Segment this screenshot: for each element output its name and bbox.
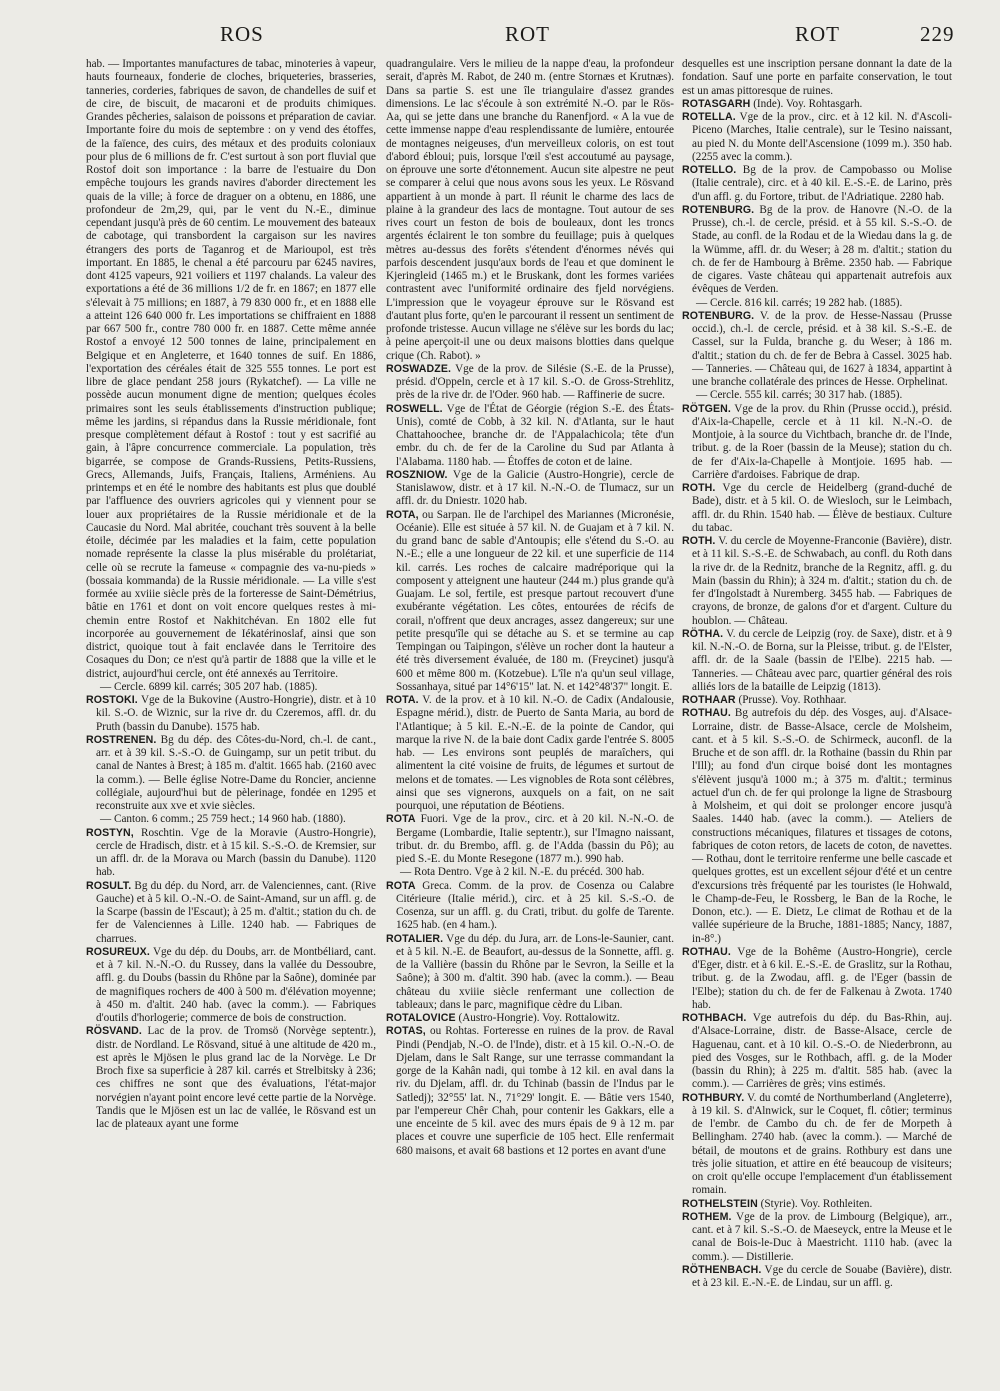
entry-text: Vge du cercle de Heidelberg (grand-duché de Bade), distr. et à 5 kil. O. de Wiesloch, sur le Leimbach, affl. dr. du Rhin. 1540 hab. — Élève de bestiaux. Culture du tabac.	[692, 482, 952, 534]
column-3	[682, 58, 952, 1383]
entry-text: ou Rohtas. Forteresse en ruines de la prov. de Raval Pindi (Pendjab, N.-O. de l'Inde), distr. et à 15 kil. O.-N.-O. de Djelam, dans le Salt Range, sur une terrasse commandant la gorge de la Kahân nadi, qui tombe à 12 kil. en aval dans la riv. du Djelam, affl. dr. du Tchinab (bassin de l'Indus par le Satledj); 32°55' lat. N., 71°29' longit. E. — Bâtie vers 1540, par l'empereur Chêr Chah, pour contenir les Gakkars, elle a une enceinte de 5 kil. avec des murs épais de 9 à 12 m. par places et couvre une superficie de 105 hect. Elle renfermait 680 maisons, et avait 68 bastions et 12 portes en avant d'une	[396, 1025, 674, 1157]
headword: ROTA	[386, 813, 416, 826]
entry-rotello	[682, 164, 952, 204]
headword: ROSULT.	[86, 879, 132, 892]
headword: ROTHBACH.	[682, 1012, 747, 1024]
headword: ROTASGARH	[682, 97, 751, 110]
entry-text: Greca. Comm. de la prov. de Cosenza ou Calabre Citérieure (Italie mérid.), circ. et à 25 kil. S.-S.-O. de Cosenza, sur un affl. g. du Crati, tribut. du golfe de Tarente. 1625 hab. (en 4 ham.).	[396, 879, 674, 932]
entry-text: (Inde). Voy. Rohtasgarh.	[750, 97, 863, 110]
headword: ROSTYN,	[86, 826, 134, 839]
entry-roswadze	[386, 363, 674, 403]
entry-text: Vge de la Bohême (Austro-Hongrie), cercle d'Eger, distr. et à 6 kil. E.-S.-E. de Graslitz, sur la Rothau, tribut. g. de la Zwodau, affl. g. de l'Eger (bassin de l'Elbe); station du ch. de fer de Falkenau à Zwota. 1740 hab.	[692, 945, 952, 1011]
entry-text: Vge de la prov. de Silésie (S.-E. de la Prusse), présid. d'Oppeln, cercle et à 17 kil. S.-O. de Gross-Strehlitz, près de la rive dr. de l'Oder. 960 hab. — Raffinerie de sucre.	[396, 362, 674, 402]
entry-rothbury	[682, 1092, 952, 1198]
headword: ROTHBURY.	[682, 1091, 745, 1104]
entry-rotenburg-hanovre	[682, 204, 952, 297]
column-2	[386, 58, 674, 1383]
rota-dentro: — Rota Dentro. Vge à 2 kil. N.-E. du précéd. 300 hab.	[400, 866, 645, 879]
entry-rota-cadix	[386, 694, 674, 813]
entry-text: Vge de la Bukovine (Austro-Hongrie), distr. et à 10 kil. S.-O. de Wiznic, sur la rive dr. du Czeremos, affl. dr. du Pruth (bassin du Danube). 1575 hab.	[96, 694, 376, 733]
headword: ROTA	[386, 879, 416, 892]
headword: ROTALOVICE	[386, 1012, 456, 1024]
entry-rotasgarh	[682, 98, 952, 111]
entry-text: Vge du dép. du Doubs, arr. de Montbéliard, cant. et à 7 kil. N.-N.-O. du Russey, dans la vallée du Dessoubre, affl. g. du Doubs (bassin du Rhône par la Saône), dominée par de magnifiques rochers de 400 à 500 m. d'élévation moyenne; à 450 m. d'altit. 240 hab. (avec la comm.). — Fabriques d'outils d'horlogerie; commerce de bois de construction.	[96, 945, 376, 1024]
entry-rothau-alsace	[682, 707, 952, 946]
entry-rota-mariannes	[386, 509, 674, 695]
rotenburg-hanovre-cercle: — Cercle. 816 kil. carrés; 19 282 hab. (1885).	[696, 296, 903, 309]
entry-text: V. du comté de Northumberland (Angleterre), à 19 kil. S. d'Alnwick, sur le Coquet, fl. côtier; terminus de l'embr. de Cambo du ch. de fer de Morpeth à Bellingham. 2740 hab. (avec la comm.). — Marché de bétail, de moutons et de grains. Rothbury est dans une très jolie situation, et attire en été beaucoup de visiteurs; on croit qu'elle occupe l'emplacement d'un établissement romain.	[692, 1091, 952, 1197]
entry-rothelstein	[682, 1198, 952, 1211]
headword: ROSTRENEN.	[86, 733, 157, 746]
entry-rotalier	[386, 933, 674, 1013]
entry-roth-baviere	[682, 535, 952, 628]
entry-text: Vge de la prov. de Limbourg (Belgique), arr., cant. et à 7 kil. S.-S.-O. de Maeseyck, entre la Meuse et le canal de Bois-le-Duc à Maestricht. 1110 hab. (avec la comm.). — Distillerie.	[692, 1210, 952, 1263]
rostof-continuation: hab. — Importantes manufactures de tabac, minoteries à vapeur, hauts fourneaux, fonderie de cloches, briqueteries, brasseries, tanneries, corderies, fabriques de savon, de chandelles de suif et de cire, de biscuit, de macaroni et de produits chimiques. Grandes pêcheries, salaison de poissons et préparation de caviar. Importante foire du mois de septembre : on y vend des étoffes, de la faïence, des cuirs, des métaux et des produits coloniaux pour plus de 6 millions de fr. C'est surtout à son port fluvial que Rostof doit son importance : la barre de l'estuaire du Don empêche toujours les grands navires d'aborder directement les quais de la ville; à force de draguer on a obtenu, en 1886, une profondeur de 2m,29, qui, par le vent du N.-E., diminue cependant jusqu'à près de 60 centim. Le mouvement des bateaux de cabotage, qui transbordent la cargaison sur les navires étrangers des ports de Taganrog et de Marioupol, est très important. En 1885, le chenal a été parcouru par 6245 navires, dont 4125 vapeurs, 921 voiliers et 1197 chalands. La valeur des exportations a été de 36 millions 1/2 de fr. en 1867; en 1877 elle s'élevait à 75 millions; en 1887, à 79 830 000 fr., et en 1888 elle a atteint 126 640 000 fr. Les importations se chiffraient en 1888 par 667 500 fr., contre 780 000 fr. en 1887. Cette même année Rostof a envoyé 12 500 tonnes de laine, principalement en Belgique et en Angleterre, et 1640 tonnes de suif. En 1886, l'exportation des céréales était de 325 555 tonnes. Le port est libre de glace pendant 258 jours (Rykatchef). — La ville ne possède aucun monument digne de mention; quelques écoles primaires sont les seuls établissements d'instruction publique; même les jardins, si répandus dans la Russie méridionale, font presque complètement défaut à Rostof : tout y est sacrifié au gain, à l'âpre concurrence commerciale. La population, très bigarrée, se compose de Grands-Russiens, Petits-Russiens, Grecs, Allemands, Juifs, Français, Italiens, Arméniens. Au printemps et en été le nombre des habitants est plus que doublé par l'affluence des ouvriers agricoles qui y viennent pour se louer aux propriétaires de la Russie méridionale et de la Caucasie du Nord. Mal abritée, couchant très souvent à la belle étoile, décimée par les maladies et la faim, cette population nomade représente la classe la plus misérable du prolétariat, celle où se recrute la fameuse « compagnie des va-nu-pieds » (bossaia kommanda) de la Russie méridionale. — La ville s'est formée au xviiie siècle près de la forteresse de Saint-Démétrius, bâtie en 1761 et dont on voit encore quelques restes à mi-chemin entre Rostof et Nakhitchévan. En 1802 elle fut incorporée au gouvernement de Iékatérinoslaf, ainsi que son district, quoique tout à fait enclavée dans le Territoire des Cosaques du Don; ce n'est qu'à partir de 1888 que la ville et le district, aujourd'hui cercle, ont été annexés au Territoire.	[86, 58, 376, 680]
page-number: 229	[920, 22, 955, 46]
entry-text: Bg du dép. du Nord, arr. de Valenciennes, cant. (Rive Gauche) et à 5 kil. O.-N.-O. de Saint-Amand, sur un affl. g. de la Scarpe (bassin de l'Escaut); à 25 m. d'altit.; station du ch. de fer de Valenciennes à Lille. 1240 hab. — Fabriques de charrues.	[96, 879, 376, 945]
headword: ROTELLO.	[682, 164, 737, 176]
entry-rotgen	[682, 403, 952, 483]
entry-roszniow	[386, 469, 674, 509]
headword: ROTENBURG.	[682, 309, 755, 322]
entry-rosureux	[86, 946, 376, 1026]
rostof-cercle: — Cercle. 6899 kil. carrés; 305 207 hab. (1885).	[100, 680, 318, 693]
entry-rota-greca	[386, 880, 674, 933]
entry-text: V. du cercle de Moyenne-Franconie (Bavière), distr. et à 11 kil. S.-S.-E. de Schwabach, au confl. du Roth dans la rive dr. de la Rednitz, branche de la Regnitz, affl. g. du Main (bassin du Rhin); à 324 m. d'altit.; station du ch. de fer d'Ingolstadt à Nuremberg. 3455 hab. — Fabriques de crayons, de bronze, de galons d'or et d'argent. Culture du houblon. — Château.	[692, 535, 952, 627]
headword: ROTH.	[682, 535, 716, 547]
headword: ROTELLA.	[682, 111, 736, 123]
headword: ROTENBURG.	[682, 203, 755, 216]
column-1	[86, 58, 376, 1383]
entry-rotella	[682, 111, 952, 164]
entry-rosvand	[86, 1025, 376, 1131]
entry-rosult	[86, 880, 376, 946]
headword: ROTA.	[386, 694, 419, 706]
entry-rota-fuori	[386, 813, 674, 866]
entry-text: (Styrie). Voy. Rothleiten.	[757, 1197, 873, 1210]
entry-text: Bg de la prov. de Hanovre (N.-O. de la Prusse), ch.-l. de cercle, présid. et à 55 kil. S.-S.-O. de Stade, au confl. de la Rodau et de la Wiedau dans la g. de la Wümme, affl. dr. du Weser; à 28 m. d'altit.; station du ch. de fer de Hambourg à Brême. 2350 hab. — Fabrique de cigares. Vaste château qui appartenait autrefois aux évêques de Verden.	[692, 203, 952, 296]
entry-text: V. de la prov. de Hesse-Nassau (Prusse occid.), ch.-l. de cercle, présid. et à 38 kil. S.-S.-E. de Cassel, sur la Fulda, branche g. du Weser; à 186 m. d'altit.; station du ch. de fer de Bebra à Cassel. 3025 hab. — Tanneries. — Château qui, de 1627 à 1834, appartint à une branche collatérale des princes de Hesse. Orphelinat.	[692, 309, 952, 388]
entry-text: V. de la prov. et à 10 kil. N.-O. de Cadix (Andalousie, Espagne mérid.), distr. de Puerto de Santa Maria, au bord de l'Atlantique; à 5 kil. E.-N.-E. de la pointe de Candor, qui marque la rive N. de la baie dont Cadix garde l'entrée S. 8005 hab. — Les environs sont peuplés de maraîchers, qui alimentent la cité voisine de fruits, de légumes et surtout de melons et de tomates. — Les vignobles de Rota sont célèbres, ainsi que ses vignerons, auxquels on a fait, on ne sait pourquoi, une réputation de Béotiens.	[396, 694, 674, 812]
headword: ROTAS,	[386, 1025, 426, 1038]
header-left: ROS	[220, 22, 264, 46]
running-header	[0, 22, 1000, 54]
entry-text: Vge du dép. du Jura, arr. de Lons-le-Saunier, cant. et à 5 kil. N.-E. de Beaufort, au-dessus de la Sonnette, affl. g. de la Vallière (bassin du Rhône par le Sevron, la Seille et la Saône); à 300 m. d'altit. 390 hab. (avec la comm.). — Beau château du xviiie siècle renfermant une collection de tableaux; dans le parc, magnifique cèdre du Liban.	[396, 932, 674, 1011]
entry-text: Vge de la prov. du Rhin (Prusse occid.), présid. d'Aix-la-Chapelle, cercle et à 11 kil. N.-N.-O. de Montjoie, à la source du Vichtbach, branche dr. de l'Inde, tribut. g. de la Roer (bassin de la Meuse); station du ch. de fer d'Aix-la-Chapelle à Montjoie. 1695 hab. — Carrière d'ardoises. Fabrique de drap.	[692, 402, 952, 481]
headword: ROTHAU.	[682, 945, 731, 958]
headword: RÖSVAND.	[86, 1025, 142, 1038]
headword: ROTHELSTEIN	[682, 1197, 758, 1210]
headword: ROTH.	[682, 482, 716, 494]
entry-text: (Prusse). Voy. Rothhaar.	[735, 694, 847, 706]
entry-text: Vge de la prov., circ. et à 12 kil. N. d'Ascoli-Piceno (Marches, Italie centrale), sur le Tesino naissant, au pied N. du Monte dell'Ascensione (1099 m.). 350 hab. (2255 avec la comm.).	[692, 111, 952, 163]
entry-text: Roschtin. Vge de la Moravie (Austro-Hongrie), cercle de Hradisch, distr. et à 15 kil. S.-S.-O. de Kremsier, sur un affl. dr. de la Morava ou March (bassin du Danube). 1120 hab.	[96, 826, 376, 879]
headword: ROTHEM.	[682, 1210, 732, 1223]
headword: ROTA,	[386, 508, 419, 521]
entry-text: Lac de la prov. de Tromsö (Norvège septentr.), distr. de Nordland. Le Rösvand, situé à une altitude de 420 m., est après le Mjösen le plus grand lac de la Norvège. Le Dr Broch fixe sa superficie à 287 kil. carrés et Strelbitsky à 236; ces chiffres ne sont que des évaluations, l'état-major norvégien n'ayant point encore levé cette partie de la Norvège. Tandis que le Mjösen est un lac de vallée, le Rösvand est un lac de plateaux ayant une forme	[96, 1025, 376, 1130]
headword: RÖTHENBACH.	[682, 1263, 762, 1276]
entry-text: Bg du dép. des Côtes-du-Nord, ch.-l. de cant., arr. et à 39 kil. S.-S.-O. de Guingamp, sur un petit tribut. du canal de Nantes à Brest; à 185 m. d'altit. 1665 hab. (2160 avec la comm.). — Belle église Notre-Dame du Roncier, ancienne collégiale, aujourd'hui but de pèlerinage, fondée en 1295 et reconstruite aux xve et xvie siècles.	[96, 733, 376, 812]
entry-text: Bg de la prov. de Campobasso ou Molise (Italie centrale), circ. et à 40 kil. E.-S.-E. de Larino, près d'un affl. g. du Fortore, tribut. de l'Adriatique. 2280 hab.	[692, 164, 952, 203]
header-center: ROT	[505, 22, 550, 46]
entry-rotalovice	[386, 1012, 674, 1025]
rostrenen-canton: — Canton. 6 comm.; 25 759 hect.; 14 960 hab. (1880).	[100, 813, 346, 826]
headword: RÖTGEN.	[682, 402, 731, 415]
entry-text: Bg autrefois du dép. des Vosges, auj. d'Alsace-Lorraine, distr. de Basse-Alsace, cercle de Molsheim, cant. et à 5 kil. S.-S.-O. de Schirmeck, auconfl. de la Bruche et de son affl. dr. la Rothaine (bassin du Rhin par l'Ill); au fond d'un cirque boisé dont les montagnes s'élèvent jusqu'à 1000 m.; à 375 m. d'altit.; terminus actuel d'un ch. de fer qui prolonge la ligne de Strasbourg à Molsheim, et qui doit se prolonger encore jusqu'à Saales. 1440 hab. (avec la comm.). — Ateliers de constructions mécaniques, filatures et tissages de cotons, fabriques de coton retors, de lacets de coton, de navettes. — Rothau, dont le territoire renferme une belle cascade et quelques grottes, est un excellent séjour d'été et un centre d'excursions très fréquenté par les touristes (le Hohwald, le Champ-de-Feu, le Rossberg, le Ban de la Roche, le Donon, etc.). — E. Dietz, Le climat de Rothau et de la vallée supérieure de la Bruche, 1881-1885; Nancy, 1887, in-8°.)	[692, 707, 952, 945]
entry-roswell	[386, 403, 674, 469]
entry-text: V. du cercle de Leipzig (roy. de Saxe), distr. et à 9 kil. N.-N.-O. de Borna, sur la Pleisse, tribut. g. de l'Elster, affl. dr. de la Saale (bassin de l'Elbe). 2215 hab. — Tanneries. — Château avec parc, quartier général des rois alliés lors de la bataille de Leipzig (1813).	[692, 627, 952, 693]
headword: ROSTOKI.	[86, 694, 138, 706]
entry-rostrenen	[86, 734, 376, 814]
headword: ROSZNIOW.	[386, 468, 448, 481]
rotas-continuation: desquelles est une inscription persane donnant la date de la fondation. Sauf une porte en parfaite conservation, le tout est un amas pittoresque de ruines.	[682, 58, 952, 97]
entry-rothau-boheme	[682, 946, 952, 1012]
entry-rotha	[682, 628, 952, 694]
entry-rothenbach	[682, 1264, 952, 1291]
entry-rothem	[682, 1211, 952, 1264]
entry-text: Vge de la Galicie (Austro-Hongrie), cercle de Stanislawow, distr. et à 17 kil. N.-N.-O. de Tlumacz, sur un affl. dr. du Dniestr. 1020 hab.	[396, 468, 674, 508]
entry-rotas	[386, 1025, 674, 1158]
header-right: ROT	[795, 22, 840, 46]
rosvand-continuation: quadrangulaire. Vers le milieu de la nappe d'eau, la profondeur serait, d'après M. Rabot, de 240 m. (entre Stornæs et Krutnæs). Dans sa partie S. est une île triangulaire d'assez grandes dimensions. Le lac s'écoule à son extrémité N.-O. par le Rös-Aa, qui se jette dans une branche du Ranenfjord. « A la vue de cette immense nappe d'eau resplendissante de lumière, entourée de montagnes neigeuses, d'un merveilleux coloris, on est tout d'abord ébloui; puis, lorsque l'œil s'est accoutumé au paysage, on éprouve une sorte d'étonnement. Aucun site alpestre ne peut se comparer à celui que nous avons sous les yeux. Le Rösvand appartient à un monde à part. Il réunit le charme des lacs de plaine à la grandeur des lacs de montagne. Tout autour de ses rives court un feston de bois de bouleaux, dont les troncs argentés éclairent le ton sombre du feuillage; puis à quelques mètres au-dessus des forêts s'étendent d'énormes névés qui parfois descendent jusqu'aux bords de l'eau et que dominent le Kjeringleid (1465 m.) et le Bruskank, dont les formes variées contrastent avec l'uniformité ordinaire des fjeld norvégiens. L'impression que le voyageur éprouve sur le Rösvand est d'autant plus forte, qu'en le parcourant il ressent un sentiment de profonde tristesse. Aucun village ne s'élève sur les bords du lac; à peine aperçoit-il une ou deux maisons blotties dans quelque crique (Ch. Rabot). »	[386, 58, 674, 362]
entry-rotenburg-hesse	[682, 310, 952, 390]
entry-rostyn	[86, 827, 376, 880]
entry-text: Vge autrefois du dép. du Bas-Rhin, auj. d'Alsace-Lorraine, distr. de Basse-Alsace, cercle de Haguenau, cant. et à 10 kil. O.-S.-O. de Niederbronn, au pied des Vosges, sur le Rothbach, affl. g. de la Moder (bassin du Rhin); à 225 m. d'altit. 585 hab. (avec la comm.). — Carrières de grès; vins estimés.	[692, 1012, 952, 1091]
entry-roth-bade	[682, 482, 952, 535]
entry-text: Fuori. Vge de la prov., circ. et à 20 kil. N.-N.-O. de Bergame (Lombardie, Italie septentr.), sur l'Imagno naissant, tribut. dr. du Brembo, affl. g. de l'Adda (bassin du Pô); au pied S.-E. du Monte Resegone (1877 m.). 990 hab.	[396, 813, 674, 865]
headword: RÖTHA.	[682, 627, 724, 640]
entry-text: ou Sarpan. Ile de l'archipel des Mariannes (Micronésie, Océanie). Elle est située à 57 kil. N. de Guajam et à 7 kil. N. du grand banc de sable d'Antoupis; elle s'étend du S.-O. au N.-E.; elle a une longueur de 22 kil. et une superficie de 114 kil. carrés. Les roches de calcaire madréporique qui la composent y atteignent une hauteur (244 m.) plus grande qu'à Guajam. Le sol, fertile, est presque partout recouvert d'une exubérante végétation. Les côtes, entourées de récifs de corail, n'offrent que deux ancrages, assez dangereux; sur une petite presqu'île qui se détache au S. et se termine au cap Tempingan ou Taipingon, s'élève un rocher dont la hauteur a été très diversement évaluée, de 180 m. (Freycinet) jusqu'à 600 et même 800 m. (Kotzebue). L'île n'a qu'un seul village, Sossanhaya, situé par 14°6'15" lat. N. et 142°48'37" longit. E.	[396, 508, 674, 693]
headword: ROTALIER.	[386, 932, 444, 945]
entry-rostoki	[86, 694, 376, 734]
entry-rothaar	[682, 694, 952, 707]
headword: ROTHAU.	[682, 707, 731, 720]
headword: ROTHAAR	[682, 694, 736, 706]
headword: ROSWADZE.	[386, 362, 452, 375]
entry-text: Vge de l'État de Géorgie (région S.-E. des États-Unis), comté de Cobb, à 32 kil. N. d'Atlanta, sur le haut Chattahoochee, branche dr. de l'Appalachicola; tête d'un embr. du ch. de fer de la Caroline du Sud par Atlanta à l'Alabama. 1180 hab. — Étoffes de coton et de laine.	[396, 402, 674, 468]
entry-rothbach	[682, 1012, 952, 1092]
headword: ROSUREUX.	[86, 945, 150, 958]
headword: ROSWELL.	[386, 402, 443, 415]
entry-text: Vge du cercle de Souabe (Bavière), distr. et à 23 kil. E.-N.-E. de Lindau, sur un affl. g.	[692, 1263, 952, 1289]
entry-text: (Austro-Hongrie). Voy. Rottalowitz.	[455, 1012, 620, 1024]
rotenburg-hesse-cercle: — Cercle. 555 kil. carrés; 30 317 hab. (1885).	[696, 389, 903, 402]
